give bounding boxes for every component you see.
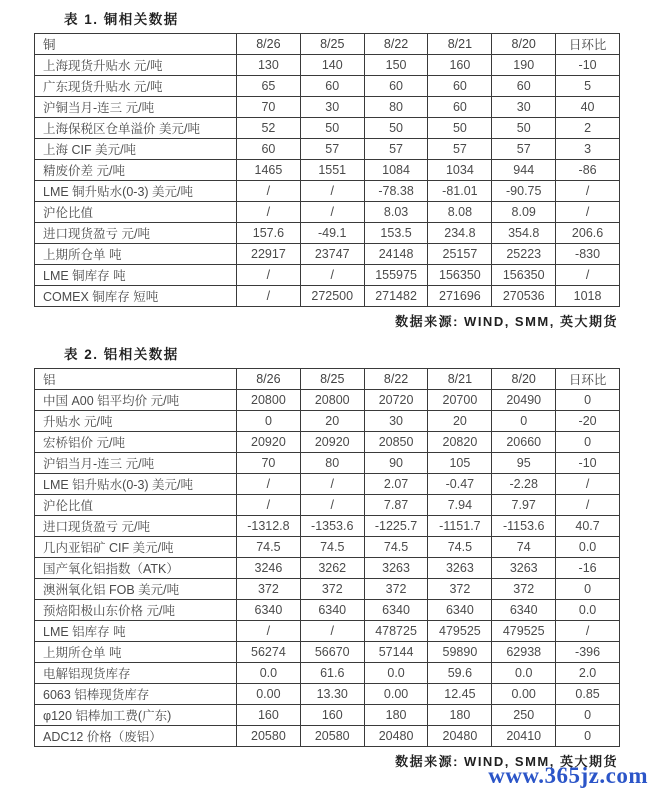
value-cell: 372: [428, 579, 492, 600]
value-cell: 25157: [428, 244, 492, 265]
value-cell: 80: [300, 453, 364, 474]
table-row: [35, 474, 620, 495]
value-cell: 234.8: [428, 223, 492, 244]
value-cell: 2.0: [556, 663, 620, 684]
value-cell: 2.07: [364, 474, 428, 495]
row-label: LME 铜升贴水(0-3) 美元/吨: [35, 181, 237, 202]
row-label: 广东现货升贴水 元/吨: [35, 76, 237, 97]
value-cell: 0.0: [237, 663, 301, 684]
value-cell: 57: [364, 139, 428, 160]
row-label: 进口现货盈亏 元/吨: [35, 223, 237, 244]
value-cell: 61.6: [300, 663, 364, 684]
value-cell: 478725: [364, 621, 428, 642]
row-label: 沪铝当月-连三 元/吨: [35, 453, 237, 474]
table-row: [35, 726, 620, 747]
table2-title: 表 2. 铝相关数据: [64, 347, 179, 362]
value-cell: 270536: [492, 286, 556, 307]
value-cell: 6340: [364, 600, 428, 621]
value-cell: -830: [556, 244, 620, 265]
table-row: [35, 663, 620, 684]
header-cell: 8/26: [237, 369, 301, 390]
value-cell: 23747: [300, 244, 364, 265]
value-cell: 20: [428, 411, 492, 432]
value-cell: 57: [428, 139, 492, 160]
header-cell: 8/25: [300, 34, 364, 55]
value-cell: 3262: [300, 558, 364, 579]
value-cell: /: [237, 181, 301, 202]
value-cell: 60: [428, 97, 492, 118]
value-cell: 105: [428, 453, 492, 474]
value-cell: 65: [237, 76, 301, 97]
value-cell: 20580: [237, 726, 301, 747]
value-cell: 40.7: [556, 516, 620, 537]
value-cell: -1151.7: [428, 516, 492, 537]
row-label: 沪伦比值: [35, 202, 237, 223]
value-cell: 20: [300, 411, 364, 432]
table-row: [35, 160, 620, 181]
value-cell: 30: [364, 411, 428, 432]
header-cell: 8/25: [300, 369, 364, 390]
value-cell: 3263: [492, 558, 556, 579]
value-cell: 30: [492, 97, 556, 118]
value-cell: 12.45: [428, 684, 492, 705]
value-cell: /: [237, 265, 301, 286]
value-cell: 372: [237, 579, 301, 600]
value-cell: 0.0: [492, 663, 556, 684]
table-row: [35, 139, 620, 160]
copper-table-section: [34, 8, 654, 330]
value-cell: 40: [556, 97, 620, 118]
table-row: [35, 118, 620, 139]
value-cell: 190: [492, 55, 556, 76]
value-cell: 2: [556, 118, 620, 139]
value-cell: 70: [237, 453, 301, 474]
table-row: [35, 495, 620, 516]
value-cell: 180: [428, 705, 492, 726]
value-cell: /: [300, 265, 364, 286]
header-row: [35, 369, 620, 390]
value-cell: 180: [364, 705, 428, 726]
value-cell: 74: [492, 537, 556, 558]
value-cell: 50: [364, 118, 428, 139]
value-cell: /: [300, 181, 364, 202]
aluminum-data-table: [34, 368, 620, 747]
value-cell: 944: [492, 160, 556, 181]
value-cell: -10: [556, 453, 620, 474]
value-cell: 90: [364, 453, 428, 474]
row-label: 6063 铝棒现货库存: [35, 684, 237, 705]
value-cell: -81.01: [428, 181, 492, 202]
table-row: [35, 390, 620, 411]
header-cell: 8/20: [492, 34, 556, 55]
value-cell: 0: [556, 432, 620, 453]
row-label: 国产氧化铝指数（ATK）: [35, 558, 237, 579]
value-cell: 50: [300, 118, 364, 139]
header-cell: 铜: [35, 34, 237, 55]
value-cell: 0: [237, 411, 301, 432]
value-cell: 3246: [237, 558, 301, 579]
value-cell: /: [300, 202, 364, 223]
table-row: [35, 621, 620, 642]
value-cell: 1551: [300, 160, 364, 181]
value-cell: 74.5: [237, 537, 301, 558]
value-cell: -1312.8: [237, 516, 301, 537]
value-cell: 20720: [364, 390, 428, 411]
row-label: ADC12 价格（废铝）: [35, 726, 237, 747]
value-cell: 0: [492, 411, 556, 432]
table-row: [35, 684, 620, 705]
value-cell: -20: [556, 411, 620, 432]
value-cell: 0.00: [364, 684, 428, 705]
value-cell: 0.85: [556, 684, 620, 705]
value-cell: 157.6: [237, 223, 301, 244]
value-cell: -78.38: [364, 181, 428, 202]
header-cell: 8/26: [237, 34, 301, 55]
header-row: [35, 34, 620, 55]
table-row: [35, 202, 620, 223]
value-cell: -0.47: [428, 474, 492, 495]
value-cell: 160: [428, 55, 492, 76]
value-cell: /: [300, 495, 364, 516]
header-cell: 铝: [35, 369, 237, 390]
value-cell: 6340: [428, 600, 492, 621]
value-cell: /: [556, 202, 620, 223]
value-cell: 206.6: [556, 223, 620, 244]
value-cell: 57: [300, 139, 364, 160]
value-cell: 160: [237, 705, 301, 726]
value-cell: 30: [300, 97, 364, 118]
row-label: φ120 铝棒加工费(广东): [35, 705, 237, 726]
table-row: [35, 76, 620, 97]
table-row: [35, 97, 620, 118]
value-cell: 25223: [492, 244, 556, 265]
value-cell: 0.00: [492, 684, 556, 705]
value-cell: 3: [556, 139, 620, 160]
row-label: 上期所仓单 吨: [35, 244, 237, 265]
value-cell: 60: [300, 76, 364, 97]
value-cell: /: [300, 621, 364, 642]
value-cell: 8.03: [364, 202, 428, 223]
value-cell: 57: [492, 139, 556, 160]
value-cell: /: [237, 621, 301, 642]
value-cell: 20480: [364, 726, 428, 747]
value-cell: 13.30: [300, 684, 364, 705]
value-cell: 50: [492, 118, 556, 139]
row-label: LME 铜库存 吨: [35, 265, 237, 286]
row-label: 上期所仓单 吨: [35, 642, 237, 663]
value-cell: 20850: [364, 432, 428, 453]
table-row: [35, 579, 620, 600]
value-cell: 20800: [237, 390, 301, 411]
table-row: [35, 705, 620, 726]
value-cell: /: [556, 495, 620, 516]
watermark-365jz: www.365jz.com: [488, 763, 648, 788]
value-cell: 20700: [428, 390, 492, 411]
value-cell: 60: [237, 139, 301, 160]
value-cell: 372: [364, 579, 428, 600]
table-row: [35, 286, 620, 307]
row-label: COMEX 铜库存 短吨: [35, 286, 237, 307]
table-row: [35, 223, 620, 244]
value-cell: -49.1: [300, 223, 364, 244]
value-cell: /: [237, 286, 301, 307]
value-cell: 372: [300, 579, 364, 600]
table-row: [35, 55, 620, 76]
value-cell: 20580: [300, 726, 364, 747]
value-cell: 1018: [556, 286, 620, 307]
value-cell: 271696: [428, 286, 492, 307]
value-cell: -396: [556, 642, 620, 663]
row-label: 中国 A00 铝平均价 元/吨: [35, 390, 237, 411]
row-label: 宏桥铝价 元/吨: [35, 432, 237, 453]
value-cell: 52: [237, 118, 301, 139]
value-cell: -1225.7: [364, 516, 428, 537]
value-cell: 6340: [237, 600, 301, 621]
value-cell: 0: [556, 705, 620, 726]
row-label: LME 铝库存 吨: [35, 621, 237, 642]
value-cell: 20820: [428, 432, 492, 453]
value-cell: 59890: [428, 642, 492, 663]
value-cell: 479525: [428, 621, 492, 642]
value-cell: 50: [428, 118, 492, 139]
row-label: 澳洲氧化铝 FOB 美元/吨: [35, 579, 237, 600]
header-cell: 8/20: [492, 369, 556, 390]
value-cell: /: [237, 202, 301, 223]
value-cell: 20660: [492, 432, 556, 453]
value-cell: 56670: [300, 642, 364, 663]
value-cell: 24148: [364, 244, 428, 265]
value-cell: 130: [237, 55, 301, 76]
header-cell: 8/22: [364, 34, 428, 55]
value-cell: 70: [237, 97, 301, 118]
value-cell: 1084: [364, 160, 428, 181]
value-cell: 3263: [428, 558, 492, 579]
row-label: 精废价差 元/吨: [35, 160, 237, 181]
row-label: 沪铜当月-连三 元/吨: [35, 97, 237, 118]
value-cell: 8.09: [492, 202, 556, 223]
value-cell: 6340: [300, 600, 364, 621]
value-cell: 140: [300, 55, 364, 76]
row-label: 上海保税区仓单溢价 美元/吨: [35, 118, 237, 139]
row-label: 沪伦比值: [35, 495, 237, 516]
header-cell: 8/22: [364, 369, 428, 390]
value-cell: -2.28: [492, 474, 556, 495]
value-cell: 0: [556, 390, 620, 411]
value-cell: 160: [300, 705, 364, 726]
row-label: LME 铝升贴水(0-3) 美元/吨: [35, 474, 237, 495]
value-cell: 153.5: [364, 223, 428, 244]
value-cell: 0.00: [237, 684, 301, 705]
value-cell: 74.5: [428, 537, 492, 558]
table-row: [35, 537, 620, 558]
header-cell: 8/21: [428, 369, 492, 390]
value-cell: 20920: [237, 432, 301, 453]
table1-source: 数据来源: WIND, SMM, 英大期货: [395, 314, 618, 329]
copper-data-table: [34, 33, 620, 307]
value-cell: 6340: [492, 600, 556, 621]
table2-source: 数据来源: WIND, SMM, 英大期货: [395, 754, 618, 769]
value-cell: -1153.6: [492, 516, 556, 537]
value-cell: 0.0: [364, 663, 428, 684]
value-cell: /: [237, 495, 301, 516]
aluminum-table-section: [34, 343, 654, 770]
value-cell: 7.87: [364, 495, 428, 516]
value-cell: 0.0: [556, 600, 620, 621]
value-cell: 7.94: [428, 495, 492, 516]
value-cell: 272500: [300, 286, 364, 307]
value-cell: 20480: [428, 726, 492, 747]
table-row: [35, 642, 620, 663]
value-cell: 20490: [492, 390, 556, 411]
table-row: [35, 181, 620, 202]
value-cell: 60: [364, 76, 428, 97]
table-row: [35, 244, 620, 265]
value-cell: /: [556, 265, 620, 286]
value-cell: 271482: [364, 286, 428, 307]
value-cell: -86: [556, 160, 620, 181]
row-label: 上海 CIF 美元/吨: [35, 139, 237, 160]
value-cell: 60: [492, 76, 556, 97]
value-cell: 74.5: [364, 537, 428, 558]
table-row: [35, 516, 620, 537]
value-cell: 95: [492, 453, 556, 474]
value-cell: 57144: [364, 642, 428, 663]
row-label: 上海现货升贴水 元/吨: [35, 55, 237, 76]
value-cell: -16: [556, 558, 620, 579]
value-cell: 20920: [300, 432, 364, 453]
value-cell: 60: [428, 76, 492, 97]
value-cell: 1034: [428, 160, 492, 181]
value-cell: 250: [492, 705, 556, 726]
row-label: 几内亚铝矿 CIF 美元/吨: [35, 537, 237, 558]
value-cell: 5: [556, 76, 620, 97]
value-cell: 22917: [237, 244, 301, 265]
value-cell: 156350: [428, 265, 492, 286]
value-cell: 56274: [237, 642, 301, 663]
value-cell: 150: [364, 55, 428, 76]
value-cell: /: [300, 474, 364, 495]
value-cell: 59.6: [428, 663, 492, 684]
value-cell: 20410: [492, 726, 556, 747]
value-cell: 479525: [492, 621, 556, 642]
header-cell: 日环比: [556, 369, 620, 390]
value-cell: 372: [492, 579, 556, 600]
row-label: 进口现货盈亏 元/吨: [35, 516, 237, 537]
value-cell: 156350: [492, 265, 556, 286]
table-row: [35, 265, 620, 286]
value-cell: 62938: [492, 642, 556, 663]
row-label: 升贴水 元/吨: [35, 411, 237, 432]
header-cell: 日环比: [556, 34, 620, 55]
table-row: [35, 558, 620, 579]
value-cell: /: [237, 474, 301, 495]
value-cell: /: [556, 474, 620, 495]
table-row: [35, 411, 620, 432]
value-cell: 20800: [300, 390, 364, 411]
value-cell: 3263: [364, 558, 428, 579]
value-cell: /: [556, 181, 620, 202]
value-cell: 0.0: [556, 537, 620, 558]
table1-title: 表 1. 铜相关数据: [64, 12, 179, 27]
row-label: 电解铝现货库存: [35, 663, 237, 684]
value-cell: -10: [556, 55, 620, 76]
header-cell: 8/21: [428, 34, 492, 55]
value-cell: 0: [556, 579, 620, 600]
value-cell: /: [556, 621, 620, 642]
table-row: [35, 432, 620, 453]
value-cell: 354.8: [492, 223, 556, 244]
value-cell: -90.75: [492, 181, 556, 202]
section-gap: [34, 330, 654, 343]
table-row: [35, 453, 620, 474]
value-cell: 1465: [237, 160, 301, 181]
value-cell: -1353.6: [300, 516, 364, 537]
value-cell: 8.08: [428, 202, 492, 223]
value-cell: 155975: [364, 265, 428, 286]
table-row: [35, 600, 620, 621]
row-label: 预焙阳极山东价格 元/吨: [35, 600, 237, 621]
value-cell: 7.97: [492, 495, 556, 516]
value-cell: 74.5: [300, 537, 364, 558]
value-cell: 80: [364, 97, 428, 118]
value-cell: 0: [556, 726, 620, 747]
